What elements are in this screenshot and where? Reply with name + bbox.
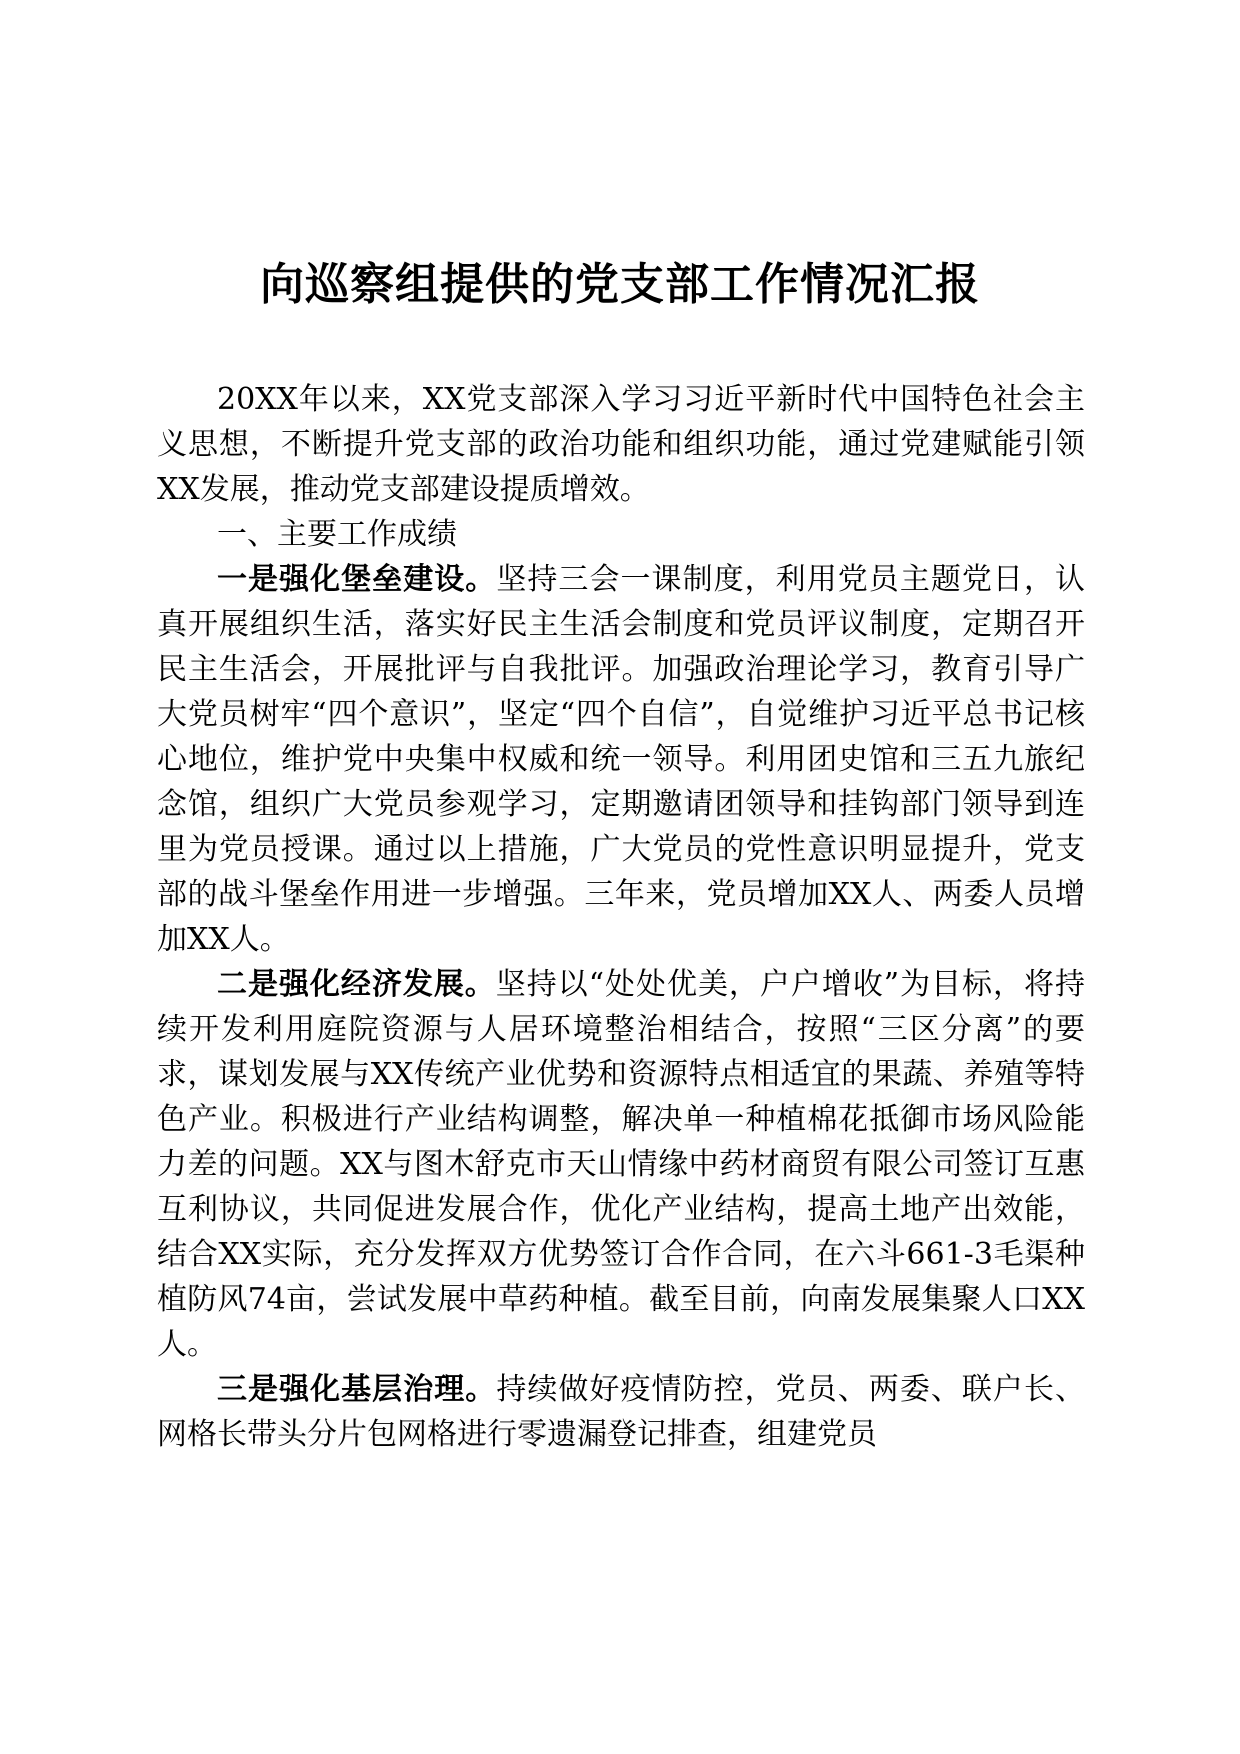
paragraph-item-2 [157, 962, 1085, 1367]
section-heading: 一、主要工作成绩 [217, 517, 457, 552]
paragraph-text: 坚持以“处处优美，户户增收”为目标，将持续开发利用庭院资源与人居环境整治相结合，按照“三区分离”的要求，谋划发展与XX传统产业优势和资源特点相适宜的果蔬、养殖等特色产业。积极进行产业结构调整，解决单一种植棉花抵御市场风险能力差的问题。XX与图木舒克市天山情缘中药材商贸有限公司签订互惠互利协议，共同促进发展合作，优化产业结构，提高土地产出效能，结合XX实际，充分发挥双方优势签订合作合同，在六斗661-3毛渠种植防风74亩，尝试发展中草药种植。截至目前，向南发展集聚人口XX人。 [157, 967, 1085, 1362]
intro-paragraph: 20XX年以来，XX党支部深入学习习近平新时代中国特色社会主义思想，不断提升党支部的政治功能和组织功能，通过党建赋能引领XX发展，推动党支部建设提质增效。 [157, 382, 1085, 507]
paragraph-text: 持续做好疫情防控，党员、两委、联户长、网格长带头分片包网格进行零遗漏登记排查，组建党员 [157, 1372, 1086, 1452]
paragraph-lead: 三是强化基层治理。 [217, 1372, 497, 1407]
paragraph-text: 坚持三会一课制度，利用党员主题党日，认真开展组织生活，落实好民主生活会制度和党员评议制度，定期召开民主生活会，开展批评与自我批评。加强政治理论学习，教育引导广大党员树牢“四个意识”，坚定“四个自信”，自觉维护习近平总书记核心地位，维护党中央集中权威和统一领导。利用团史馆和三五九旅纪念馆，组织广大党员参观学习，定期邀请团领导和挂钩部门领导到连里为党员授课。通过以上措施，广大党员的党性意识明显提升，党支部的战斗堡垒作用进一步增强。三年来，党员增加XX人、两委人员增加XX人。 [157, 562, 1086, 957]
paragraph-lead: 一是强化堡垒建设。 [217, 562, 497, 597]
paragraph-item-1 [157, 557, 1085, 962]
document-title: 向巡察组提供的党支部工作情况汇报 [260, 259, 980, 310]
paragraph-lead: 二是强化经济发展。 [217, 967, 496, 1002]
paragraph-item-3 [157, 1367, 1085, 1457]
document-body [157, 377, 1085, 1457]
